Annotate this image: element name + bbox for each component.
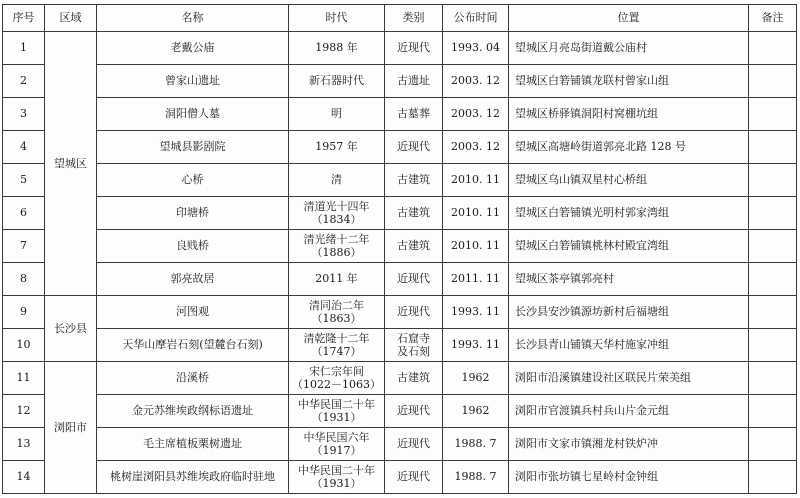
header-seq: 序号 [3,5,45,32]
era-line: （1747） [311,345,362,358]
cell-era [289,461,385,494]
cell-era [289,362,385,395]
header-location: 位置 [509,5,749,32]
cell-era [289,230,385,263]
cell-era: 2011 年 [289,263,385,296]
cell-published: 1988. 7 [443,461,509,494]
category-line: 石窟寺 [397,332,430,345]
cell-location: 望城区白箬铺镇光明村郭家湾组 [509,197,749,230]
cell-era: 明 [289,98,385,131]
table-body [3,32,797,494]
header-region: 区域 [45,5,97,32]
table-row [3,131,797,164]
cell-region: 望城区 [45,32,97,296]
cell-location: 浏阳市张坊镇七星岭村金钟组 [509,461,749,494]
cell-published: 2011. 11 [443,263,509,296]
heritage-sites-table [2,4,797,494]
header-row [3,5,797,32]
era-line: 清道光十四年 [303,200,370,213]
cell-location: 望城区桥驿镇洞阳村窝棚坑组 [509,98,749,131]
table-row [3,296,797,329]
cell-published: 1993. 11 [443,329,509,362]
cell-name: 心桥 [97,164,289,197]
table-row [3,362,797,395]
cell-seq: 3 [3,98,45,131]
cell-location: 望城区月亮岛街道戴公庙村 [509,32,749,65]
cell-name: 曾家山遗址 [97,65,289,98]
era-line: （1931） [311,477,362,490]
cell-category [385,329,443,362]
cell-remarks [749,98,797,131]
cell-region: 浏阳市 [45,362,97,494]
cell-published: 1988. 7 [443,428,509,461]
cell-published: 1993. 11 [443,296,509,329]
cell-published: 1962 [443,362,509,395]
table-row [3,164,797,197]
era-line: 中华民国二十年 [298,464,375,477]
cell-published: 1993. 04 [443,32,509,65]
cell-remarks [749,65,797,98]
cell-location: 望城区白箬铺镇桃林村殿宜湾组 [509,230,749,263]
cell-category: 古遗址 [385,65,443,98]
cell-seq: 12 [3,395,45,428]
cell-era: 1957 年 [289,131,385,164]
cell-seq: 11 [3,362,45,395]
cell-name: 望城县影剧院 [97,131,289,164]
era-line: 清乾隆十二年 [303,332,370,345]
era-line: 中华民国六年 [303,431,370,444]
cell-seq: 13 [3,428,45,461]
cell-seq: 7 [3,230,45,263]
cell-published: 2010. 11 [443,230,509,263]
cell-era: 清 [289,164,385,197]
cell-remarks [749,164,797,197]
cell-era [289,296,385,329]
table-row [3,197,797,230]
cell-location: 望城区白箬铺镇龙联村曾家山组 [509,65,749,98]
cell-remarks [749,362,797,395]
header-category: 类别 [385,5,443,32]
cell-seq: 8 [3,263,45,296]
cell-location: 浏阳市文家市镇湘龙村铁炉冲 [509,428,749,461]
cell-seq: 2 [3,65,45,98]
table-row [3,395,797,428]
cell-category: 近现代 [385,395,443,428]
era-line: 中华民国二十年 [298,398,375,411]
cell-category: 古建筑 [385,164,443,197]
header-name: 名称 [97,5,289,32]
cell-seq: 10 [3,329,45,362]
cell-category: 近现代 [385,461,443,494]
cell-name: 老戴公庙 [97,32,289,65]
header-published: 公布时间 [443,5,509,32]
cell-category: 古建筑 [385,362,443,395]
cell-remarks [749,230,797,263]
cell-era: 新石器时代 [289,65,385,98]
cell-era: 1988 年 [289,32,385,65]
cell-category: 近现代 [385,32,443,65]
cell-remarks [749,461,797,494]
era-line: （1931） [311,411,362,424]
header-era: 时代 [289,5,385,32]
cell-category: 近现代 [385,263,443,296]
heritage-sites-table-sheet [2,4,796,492]
table-row [3,329,797,362]
cell-region: 长沙县 [45,296,97,362]
cell-category: 古建筑 [385,197,443,230]
cell-category: 近现代 [385,131,443,164]
cell-name: 良贱桥 [97,230,289,263]
cell-published: 2003. 12 [443,98,509,131]
era-line: 宋仁宗年间 [309,365,364,378]
cell-name: 毛主席植板栗树遗址 [97,428,289,461]
cell-published: 2003. 12 [443,65,509,98]
cell-era [289,197,385,230]
cell-remarks [749,197,797,230]
table-row [3,263,797,296]
header-remarks: 备注 [749,5,797,32]
era-line: 清同治二年 [309,299,364,312]
cell-seq: 1 [3,32,45,65]
table-row [3,32,797,65]
cell-category: 古墓葬 [385,98,443,131]
cell-era [289,329,385,362]
cell-location: 浏阳市沿溪镇建设社区联民片荣美组 [509,362,749,395]
era-line: （1863） [311,312,362,325]
cell-era [289,395,385,428]
cell-published: 1962 [443,395,509,428]
cell-seq: 4 [3,131,45,164]
cell-remarks [749,32,797,65]
cell-name: 郭亮故居 [97,263,289,296]
table-row [3,230,797,263]
era-line: （1022－1063） [292,378,381,391]
cell-published: 2010. 11 [443,164,509,197]
cell-remarks [749,428,797,461]
cell-name: 洞阳僧人墓 [97,98,289,131]
cell-category: 古建筑 [385,230,443,263]
cell-seq: 9 [3,296,45,329]
cell-category: 近现代 [385,428,443,461]
cell-category: 近现代 [385,296,443,329]
era-line: （1886） [311,246,362,259]
era-line: 清光绪十二年 [303,233,370,246]
table-row [3,461,797,494]
cell-seq: 14 [3,461,45,494]
cell-name: 天华山摩岩石刻(望麓台石刻) [97,329,289,362]
cell-seq: 6 [3,197,45,230]
cell-era [289,428,385,461]
cell-remarks [749,329,797,362]
category-line: 及石刻 [397,345,430,358]
table-row [3,65,797,98]
cell-location: 长沙县安沙镇源坊新村后福塘组 [509,296,749,329]
cell-published: 2003. 12 [443,131,509,164]
cell-location: 望城区高塘岭街道郭亮北路 128 号 [509,131,749,164]
era-line: （1917） [311,444,362,457]
cell-name: 河图观 [97,296,289,329]
table-row [3,428,797,461]
cell-location: 浏阳市官渡镇兵村兵山片金元组 [509,395,749,428]
cell-name: 金元苏维埃政纲标语遗址 [97,395,289,428]
cell-location: 望城区茶亭镇郭亮村 [509,263,749,296]
cell-remarks [749,131,797,164]
cell-remarks [749,263,797,296]
cell-published: 2010. 11 [443,197,509,230]
cell-seq: 5 [3,164,45,197]
cell-remarks [749,395,797,428]
cell-remarks [749,296,797,329]
table-row [3,98,797,131]
cell-name: 桃树崖浏阳县苏维埃政府临时驻地 [97,461,289,494]
cell-name: 印塘桥 [97,197,289,230]
cell-location: 望城区乌山镇双星村心桥组 [509,164,749,197]
cell-location: 长沙县青山铺镇天华村施家冲组 [509,329,749,362]
cell-name: 沿溪桥 [97,362,289,395]
era-line: （1834） [311,213,362,226]
